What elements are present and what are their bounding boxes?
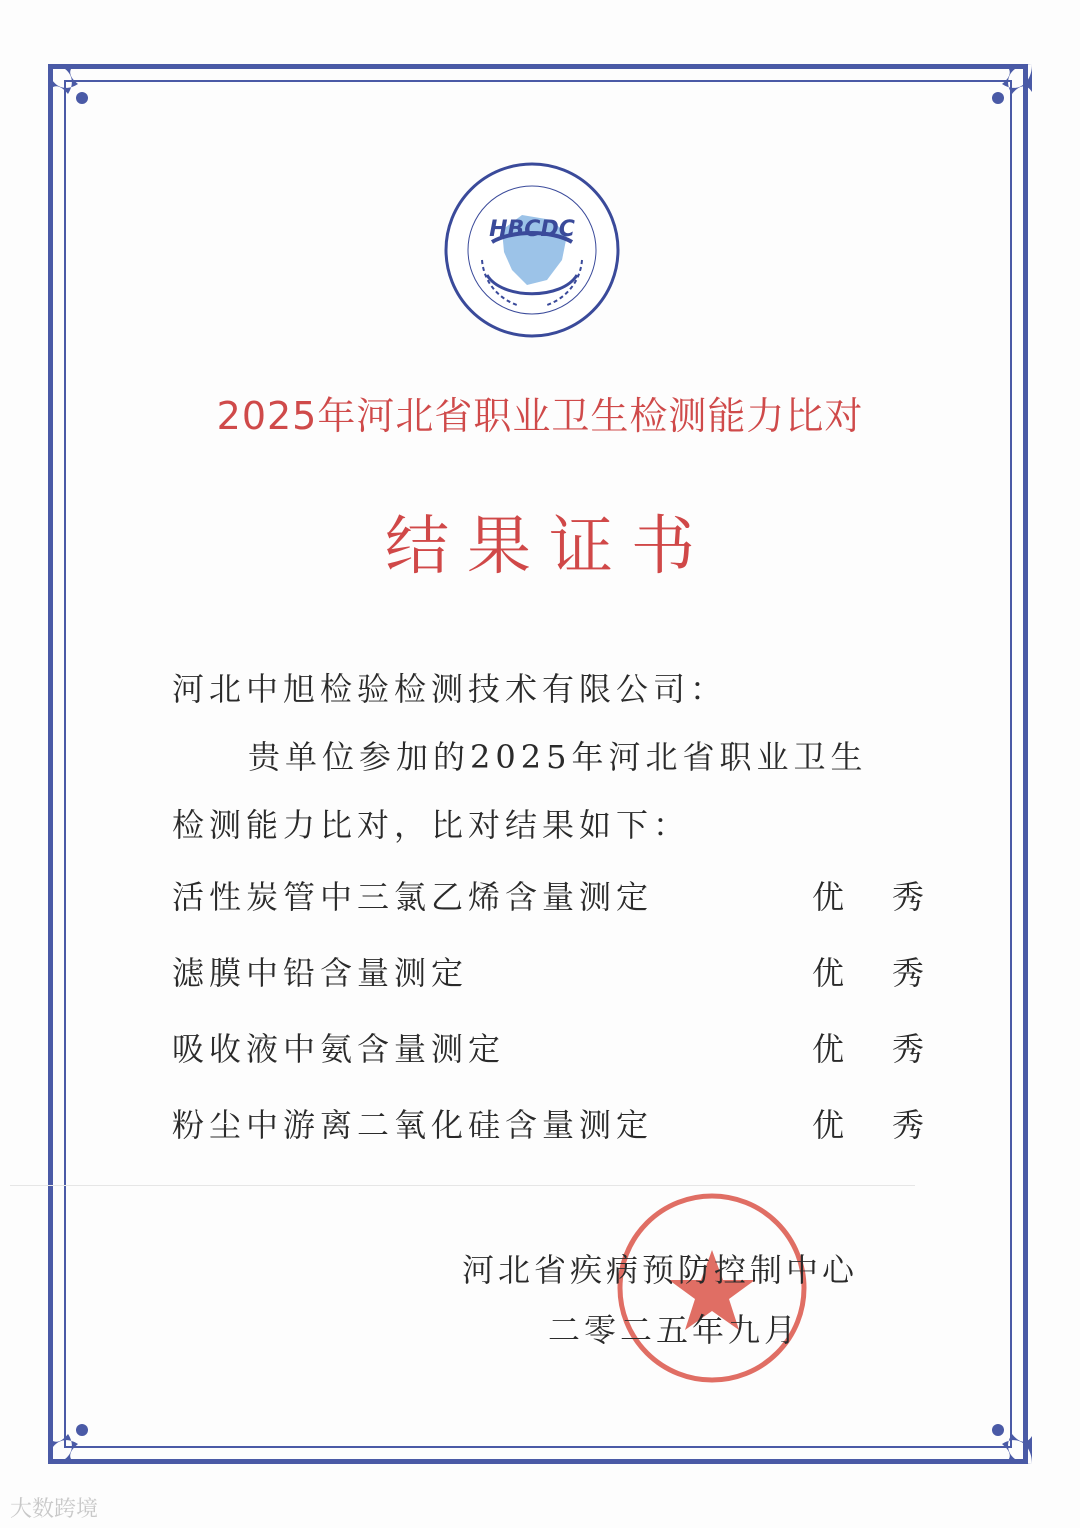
issue-date: 二零二五年九月 — [548, 1311, 801, 1349]
result-grade: 优秀 — [812, 954, 973, 992]
result-grade: 优秀 — [812, 1106, 973, 1144]
result-row — [172, 872, 973, 918]
result-row — [172, 948, 973, 994]
body-line-1: 贵单位参加的2025年河北省职业卫生 — [248, 738, 868, 776]
result-item: 吸收液中氨含量测定 — [172, 1030, 506, 1068]
corner-ornament-bottom-right — [962, 1394, 1042, 1474]
result-item: 粉尘中游离二氧化硅含量测定 — [172, 1106, 654, 1144]
result-item: 滤膜中铅含量测定 — [172, 954, 469, 992]
corner-ornament-top-left — [38, 54, 118, 134]
result-item: 活性炭管中三氯乙烯含量测定 — [172, 878, 654, 916]
corner-ornament-top-right — [962, 54, 1042, 134]
result-row — [172, 1024, 973, 1070]
recipient-name: 河北中旭检验检测技术有限公司： — [172, 670, 728, 708]
certificate-subtitle: 结果证书 — [385, 510, 713, 584]
footer-watermark: 大数跨境 — [10, 1497, 99, 1522]
logo-abbr: HBCDC — [489, 217, 575, 242]
result-grade: 优秀 — [812, 878, 973, 916]
issuer-name: 河北省疾病预防控制中心 — [462, 1251, 859, 1289]
certificate-title: 2025年河北省职业卫生检测能力比对 — [216, 394, 864, 438]
result-row — [172, 1100, 973, 1146]
result-grade: 优秀 — [812, 1030, 973, 1068]
scan-line — [10, 1185, 915, 1186]
corner-ornament-bottom-left — [38, 1394, 118, 1474]
cdc-logo — [442, 160, 622, 340]
body-line-2: 检测能力比对，比对结果如下： — [172, 806, 691, 844]
